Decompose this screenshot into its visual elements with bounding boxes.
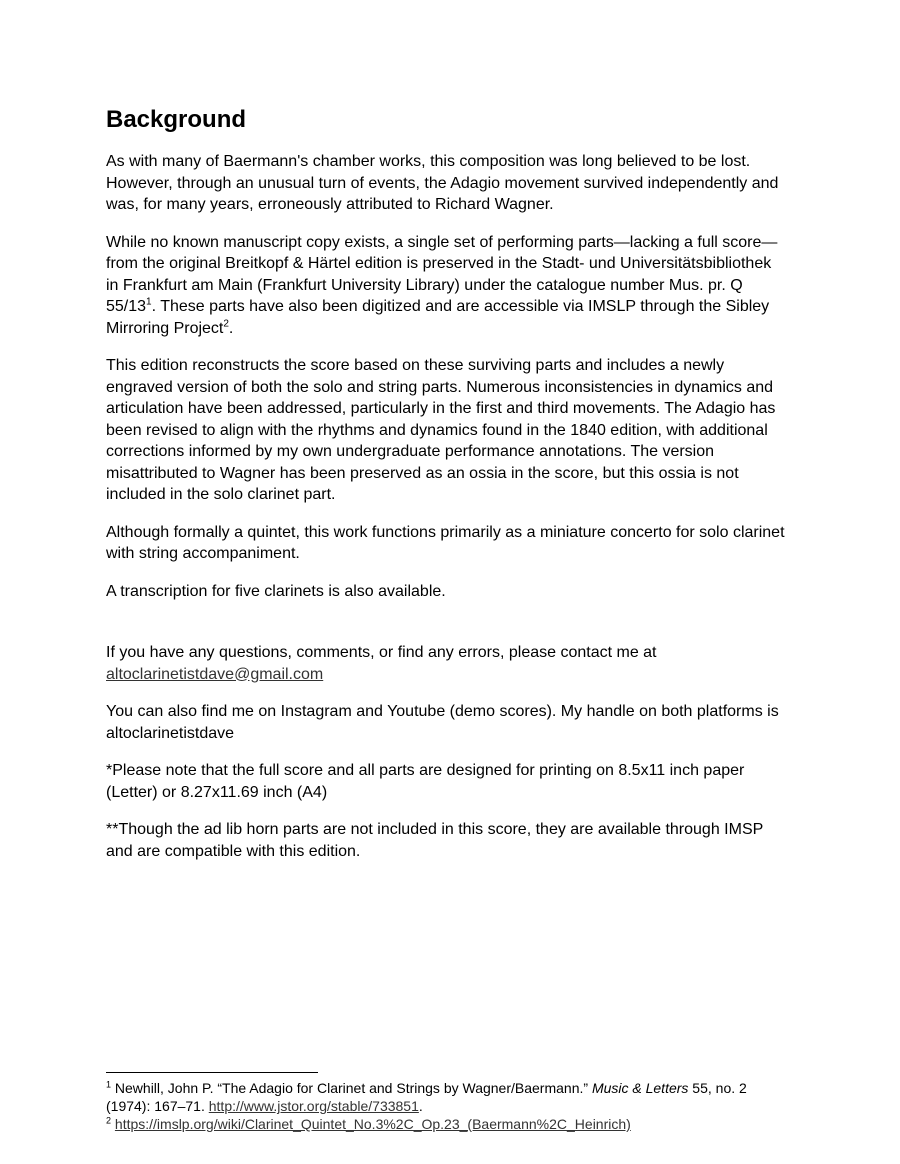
footnote-divider — [106, 1072, 318, 1073]
sources-text-a: While no known manuscript copy exists, a single set of performing parts—lacking a full score—from the original Breitkopf & Härtel edition is preserved in the Stadt- und Universitätsbibliothek in Frankfurt am Main (Frankfurt University Library) under the catalogue number Mus. pr. Q 55/13 — [106, 233, 778, 315]
footnote-2-link[interactable]: https://imslp.org/wiki/Clarinet_Quintet_No.3%2C_Op.23_(Baermann%2C_Heinrich) — [114, 1116, 631, 1132]
paragraph-form: Although formally a quintet, this work functions primarily as a miniature concerto for solo clarinet with string accompaniment. — [106, 523, 785, 562]
paragraph-edition: This edition reconstructs the score based on these surviving parts and includes a newly engraved version of both the solo and string parts. Numerous inconsistencies in dynamics and articulation have been addressed, particularly in the first and third movements. The Adagio has been revised to align with the rhythms and dynamics found in the 1840 edition, with additional corrections informed by my own undergraduate performance annotations. The version misattributed to Wagner has been preserved as an ossia in the score, but this ossia is not included in the solo clarinet part. — [106, 357, 776, 503]
paragraph-horn-note: **Though the ad lib horn parts are not included in this score, they are available through IMSP and are compatible with this edition. — [106, 821, 763, 860]
sources-text-c: . — [228, 319, 234, 337]
footnote-ref-1[interactable]: 1 — [146, 296, 152, 308]
paragraph-transcription: A transcription for five clarinets is also available. — [106, 582, 446, 600]
footnote-1-text-a: Newhill, John P. “The Adagio for Clarinet and Strings by Wagner/Baermann.” — [111, 1080, 592, 1096]
contact-text: If you have any questions, comments, or find any errors, please contact me at — [106, 644, 657, 661]
sources-text-b: . These parts have also been digitized and are accessible via IMSLP through the Sibley Mirroring Project — [106, 298, 770, 337]
footnote-2 — [106, 1115, 786, 1133]
page-content — [106, 104, 786, 862]
page-title: Background — [106, 106, 247, 133]
footnote-1-marker: 1 — [106, 1079, 112, 1090]
paragraph-social: You can also find me on Instagram and Youtube (demo scores). My handle on both platforms is altoclarinetistdave — [106, 703, 779, 742]
footnote-1-link[interactable]: http://www.jstor.org/stable/733851 — [208, 1098, 419, 1114]
email-link[interactable]: altoclarinetistdave@gmail.com — [106, 665, 324, 683]
footnote-1-journal: Music & Letters — [591, 1080, 689, 1096]
footnote-2-marker: 2 — [106, 1115, 112, 1126]
footnote-1 — [106, 1079, 786, 1115]
footnote-ref-2[interactable]: 2 — [223, 318, 229, 330]
footnote-1-text-c: . — [418, 1098, 423, 1114]
footnote-1-text-b: 55, no. 2 (1974): 167–71. — [106, 1080, 747, 1114]
paragraph-contact — [106, 642, 786, 685]
footnotes — [106, 1072, 786, 1133]
paragraph-history: As with many of Baermann's chamber works, this composition was long believed to be lost. However, through an unusual turn of events, the Adagio movement survived independently and was, for many years, erroneously attributed to Richard Wagner. — [106, 153, 779, 213]
paragraph-paper-note: *Please note that the full score and all parts are designed for printing on 8.5x11 inch paper (Letter) or 8.27x11.69 inch (A4) — [106, 762, 745, 801]
paragraph-sources — [106, 232, 786, 340]
